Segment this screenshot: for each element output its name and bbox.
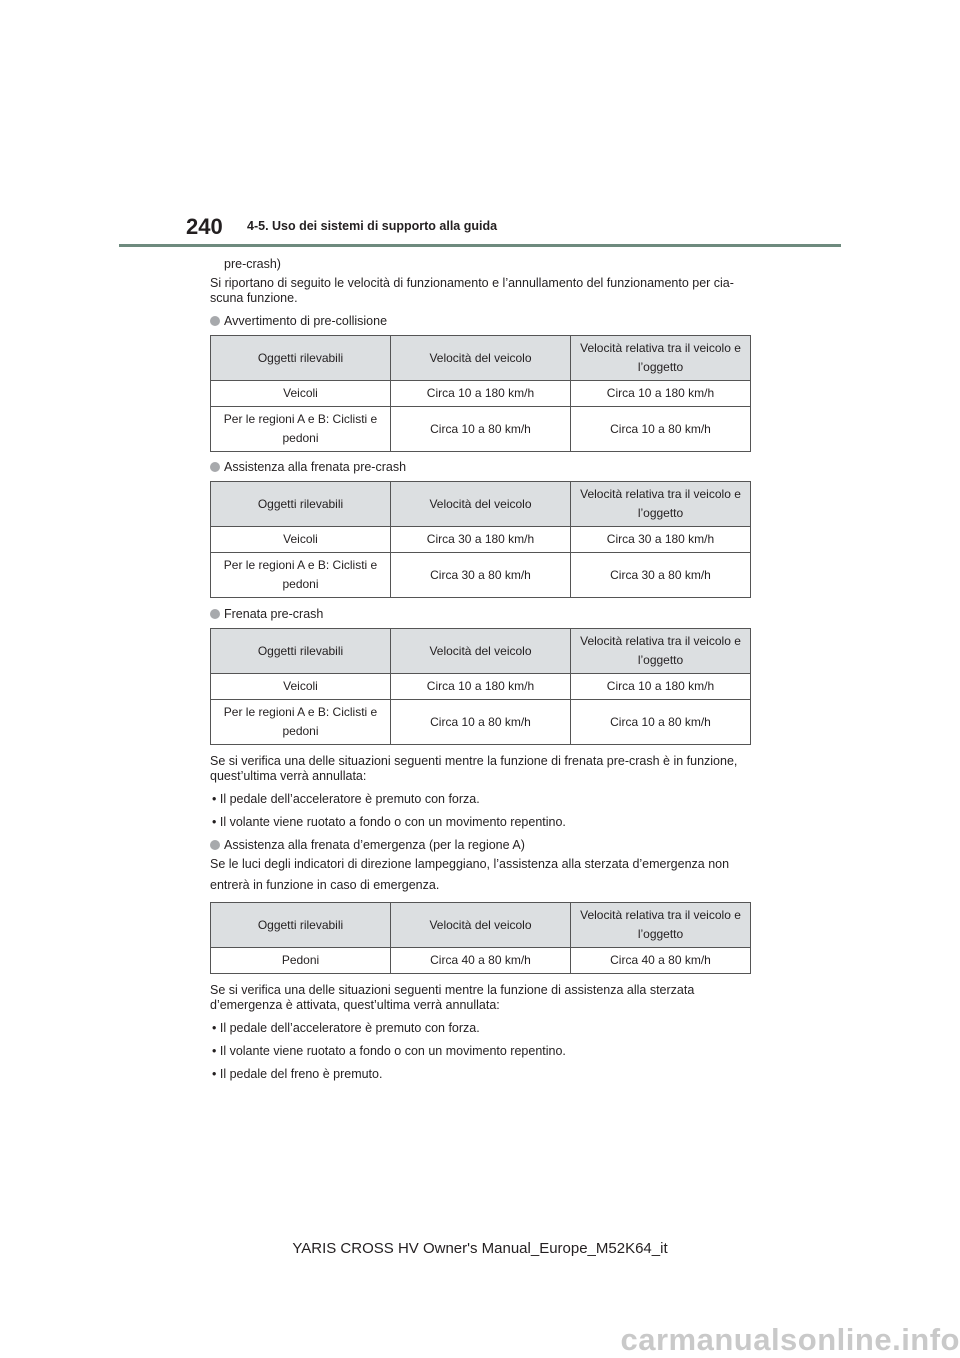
- table-cell: Circa 10 a 80 km/h: [391, 407, 571, 452]
- table-cell: Per le regioni A e B: Ciclisti e pedoni: [211, 700, 391, 745]
- cancel1-line1: Se si verifica una delle situazioni seguenti mentre la funzione di frenata pre-crash è in funzione,: [210, 754, 738, 768]
- table-cell: Circa 40 a 80 km/h: [571, 948, 751, 974]
- bullet-icon: [210, 609, 220, 619]
- column-header: Velocità del veicolo: [391, 629, 571, 674]
- table-cell: Per le regioni A e B: Ciclisti e pedoni: [211, 553, 391, 598]
- column-header: Velocità relativa tra il veicolo e l’oggetto: [571, 903, 751, 948]
- table-cell: Circa 10 a 80 km/h: [571, 700, 751, 745]
- table-cell: Circa 30 a 80 km/h: [391, 553, 571, 598]
- bullet-icon: [210, 462, 220, 472]
- section-heading-text: Assistenza alla frenata d’emergenza (per la regione A): [224, 838, 525, 852]
- table-row: [211, 948, 751, 974]
- table-cell: Circa 30 a 180 km/h: [571, 527, 751, 553]
- column-header: Velocità del veicolo: [391, 482, 571, 527]
- speed-table: [210, 628, 751, 745]
- watermark: carmanualsonline.info: [620, 1322, 960, 1357]
- footer-manual-title: YARIS CROSS HV Owner's Manual_Europe_M52K64_it: [292, 1240, 668, 1257]
- intro-text-line2: scuna funzione.: [210, 291, 298, 305]
- table-cell: Circa 10 a 180 km/h: [571, 674, 751, 700]
- column-header: Velocità del veicolo: [391, 336, 571, 381]
- table-cell: Veicoli: [211, 674, 391, 700]
- list-item: • Il volante viene ruotato a fondo o con un movimento repentino.: [212, 1044, 566, 1058]
- section-heading: [210, 607, 323, 622]
- table-cell: Circa 40 a 80 km/h: [391, 948, 571, 974]
- table-row: [211, 674, 751, 700]
- table-row: [211, 381, 751, 407]
- column-header: Oggetti rilevabili: [211, 629, 391, 674]
- table-row: [211, 553, 751, 598]
- list-item: • Il pedale dell’acceleratore è premuto con forza.: [212, 792, 480, 806]
- list-item: • Il pedale del freno è premuto.: [212, 1067, 383, 1081]
- table-row: [211, 700, 751, 745]
- bullet-icon: [210, 840, 220, 850]
- section-title: 4-5. Uso dei sistemi di supporto alla guida: [247, 219, 498, 233]
- column-header: Oggetti rilevabili: [211, 336, 391, 381]
- steering-note-line2: entrerà in funzione in caso di emergenza.: [210, 878, 440, 892]
- section-heading-text: Assistenza alla frenata pre-crash: [224, 460, 407, 474]
- column-header: Oggetti rilevabili: [211, 903, 391, 948]
- section-heading: [210, 838, 525, 853]
- section-heading-text: Avvertimento di pre-collisione: [224, 314, 388, 328]
- header-rule: [119, 244, 841, 247]
- table-cell: Veicoli: [211, 381, 391, 407]
- column-header: Velocità relativa tra il veicolo e l’oggetto: [571, 482, 751, 527]
- bullet-icon: [210, 316, 220, 326]
- table-row: [211, 407, 751, 452]
- column-header: Velocità del veicolo: [391, 903, 571, 948]
- table-cell: Circa 30 a 180 km/h: [391, 527, 571, 553]
- speed-table: [210, 335, 751, 452]
- table-row: [211, 527, 751, 553]
- section-heading: [210, 314, 387, 329]
- table-cell: Pedoni: [211, 948, 391, 974]
- list-item: • Il pedale dell’acceleratore è premuto con forza.: [212, 1021, 480, 1035]
- list-item: • Il volante viene ruotato a fondo o con un movimento repentino.: [212, 815, 566, 829]
- table-cell: Circa 10 a 80 km/h: [391, 700, 571, 745]
- column-header: Velocità relativa tra il veicolo e l’oggetto: [571, 629, 751, 674]
- table-cell: Circa 10 a 180 km/h: [391, 381, 571, 407]
- table-cell: Per le regioni A e B: Ciclisti e pedoni: [211, 407, 391, 452]
- section-heading-text: Frenata pre-crash: [224, 607, 324, 621]
- table-cell: Circa 10 a 180 km/h: [571, 381, 751, 407]
- intro-continuation: pre-crash): [224, 257, 281, 271]
- table-cell: Circa 30 a 80 km/h: [571, 553, 751, 598]
- column-header: Oggetti rilevabili: [211, 482, 391, 527]
- cancel2-line1: Se si verifica una delle situazioni seguenti mentre la funzione di assistenza alla sterzata: [210, 983, 695, 997]
- table-cell: Circa 10 a 80 km/h: [571, 407, 751, 452]
- cancel1-line2: quest’ultima verrà annullata:: [210, 769, 367, 783]
- section-heading: [210, 460, 406, 475]
- steering-note-line1: Se le luci degli indicatori di direzione lampeggiano, l’assistenza alla sterzata d’emergenza non: [210, 857, 730, 871]
- speed-table: [210, 481, 751, 598]
- table-cell: Circa 10 a 180 km/h: [391, 674, 571, 700]
- intro-text-line1: Si riportano di seguito le velocità di funzionamento e l’annullamento del funzionamento per cia-: [210, 276, 734, 290]
- speed-table: [210, 902, 751, 974]
- cancel2-line2: d’emergenza è attivata, quest’ultima verrà annullata:: [210, 998, 500, 1012]
- page-number: 240: [186, 214, 223, 239]
- column-header: Velocità relativa tra il veicolo e l’oggetto: [571, 336, 751, 381]
- table-cell: Veicoli: [211, 527, 391, 553]
